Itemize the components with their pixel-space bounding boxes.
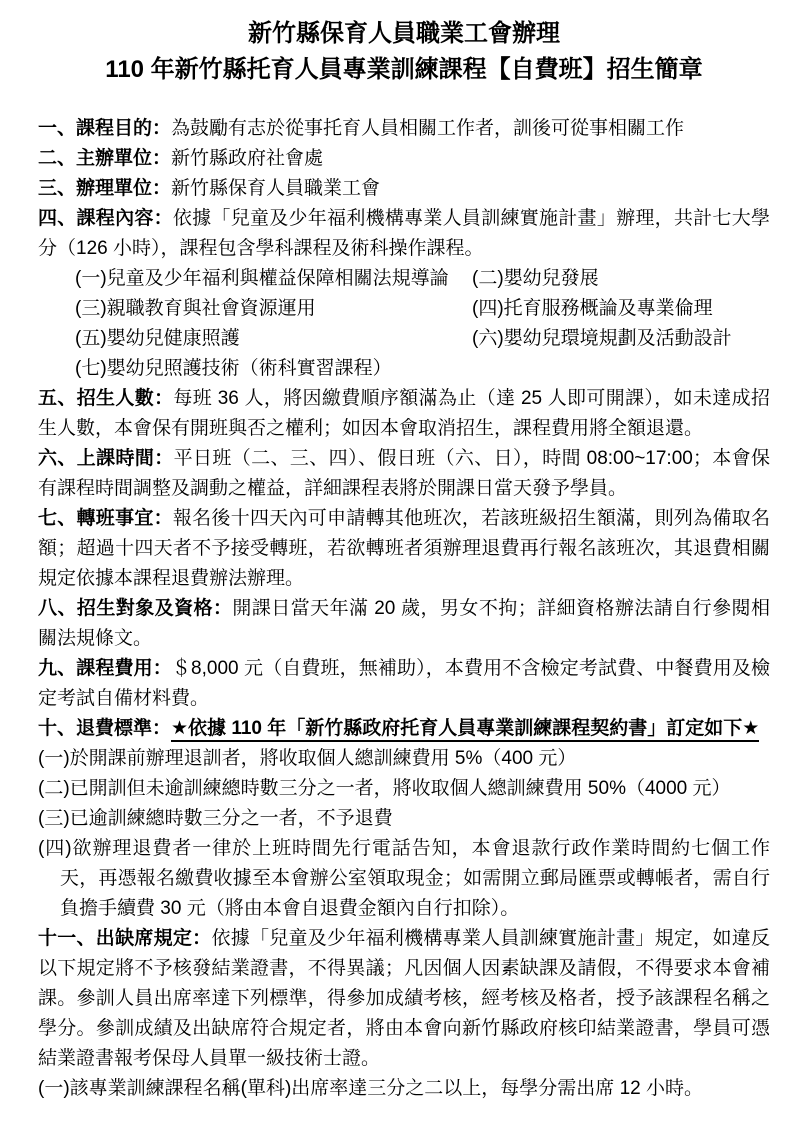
sub-item: (一)於開課前辦理退訓者，將收取個人總訓練費用 5%（400 元） <box>38 748 577 769</box>
course-list-row <box>38 294 770 324</box>
section-label: 三、辦理單位： <box>38 178 172 199</box>
course-item: (一)兒童及少年福利與權益保障相關法規導論 <box>75 268 449 289</box>
section-label: 八、招生對象及資格： <box>38 598 233 619</box>
course-item: (三)親職教育與社會資源運用 <box>75 298 316 319</box>
section-label: 二、主辦單位： <box>38 148 172 169</box>
section-label: 五、招生人數： <box>38 388 174 409</box>
document-title-line1: 新竹縣保育人員職業工會辦理 <box>248 20 560 47</box>
sub-item: (四)欲辦理退費者一律於上班時間先行電話告知，本會退款行政作業時間約七個工作天，再憑報名繳費收據至本會辦公室領取現金；如需開立郵局匯票或轉帳者，需自行負擔手續費 30 元（將由本會自退費金額內自行扣除）。 <box>38 838 770 919</box>
section-label: 四、課程內容： <box>38 208 173 229</box>
section-label: 十一、出缺席規定： <box>38 928 212 949</box>
course-item: (二)嬰幼兒發展 <box>472 268 599 289</box>
underlined-emphasis: ★依據 110 年「新竹縣政府托育人員專業訓練課程契約書」訂定如下★ <box>171 718 759 742</box>
course-list-row <box>38 264 770 294</box>
section-label: 七、轉班事宜： <box>38 508 173 529</box>
course-item: (七)嬰幼兒照護技術（術科實習課程） <box>75 358 392 379</box>
section-label: 九、課程費用： <box>38 658 172 679</box>
section-label: 十、退費標準： <box>38 718 172 739</box>
numbered-section: 六、上課時間：平日班（二、三、四）、假日班（六、日），時間 08:00~17:00；本會保有課程時間調整及調動之權益，詳細課程表將於開課日當天發予學員。 <box>38 448 770 499</box>
numbered-section: 一、課程目的：為鼓勵有志於從事托育人員相關工作者，訓後可從事相關工作 <box>38 118 685 139</box>
sub-item: (一)該專業訓練課程名稱(單科)出席率達三分之二以上，每學分需出席 12 小時。 <box>38 1078 704 1099</box>
sub-item: (三)已逾訓練總時數三分之一者，不予退費 <box>38 808 393 829</box>
course-item: (五)嬰幼兒健康照護 <box>75 328 240 349</box>
course-item: (四)托育服務概論及專業倫理 <box>472 298 713 319</box>
course-list-row <box>38 354 770 384</box>
numbered-section: 二、主辦單位：新竹縣政府社會處 <box>38 148 324 169</box>
course-item <box>472 354 770 384</box>
numbered-section: 三、辦理單位：新竹縣保育人員職業工會 <box>38 178 381 199</box>
numbered-section: 五、招生人數：每班 36 人，將因繳費順序額滿為止（達 25 人即可開課），如未達成招生人數，本會保有開班與否之權利；如因本會取消招生，課程費用將全額退還。 <box>38 388 770 439</box>
section-label: 六、上課時間： <box>38 448 174 469</box>
course-item: (六)嬰幼兒環境規劃及活動設計 <box>472 328 732 349</box>
numbered-section <box>38 714 770 744</box>
numbered-section: 七、轉班事宜：報名後十四天內可申請轉其他班次，若該班級招生額滿，則列為備取名額；超過十四天者不予接受轉班，若欲轉班者須辦理退費再行報名該班次，其退費相關規定依據本課程退費辦法辦理。 <box>38 508 770 589</box>
sub-item: (二)已開訓但未逾訓練總時數三分之一者，將收取個人總訓練費用 50%（4000 元） <box>38 778 731 799</box>
course-list-row <box>38 324 770 354</box>
section-label: 一、課程目的： <box>38 118 172 139</box>
document-title-line2: 110 年新竹縣托育人員專業訓練課程【自費班】招生簡章 <box>105 56 703 83</box>
numbered-section: 九、課程費用：＄8,000 元（自費班，無補助），本費用不含檢定考試費、中餐費用及檢定考試自備材料費。 <box>38 658 770 709</box>
document-body <box>38 114 770 1104</box>
numbered-section: 八、招生對象及資格：開課日當天年滿 20 歲，男女不拘；詳細資格辦法請自行參閱相關法規條文。 <box>38 598 770 649</box>
numbered-section: 四、課程內容：依據「兒童及少年福利機構專業人員訓練實施計畫」辦理，共計七大學分（126 小時），課程包含學科課程及術科操作課程。 <box>38 208 770 259</box>
numbered-section: 十一、出缺席規定：依據「兒童及少年福利機構專業人員訓練實施計畫」規定，如違反以下規定將不予核發結業證書，不得異議；凡因個人因素缺課及請假，不得要求本會補課。參訓人員出席率達下列標準，得參加成績考核，經考核及格者，授予該課程名稱之學分。參訓成績及出缺席符合規定者，將由本會向新竹縣政府核印結業證書，學員可憑結業證書報考保母人員單一級技術士證。 <box>38 928 770 1069</box>
